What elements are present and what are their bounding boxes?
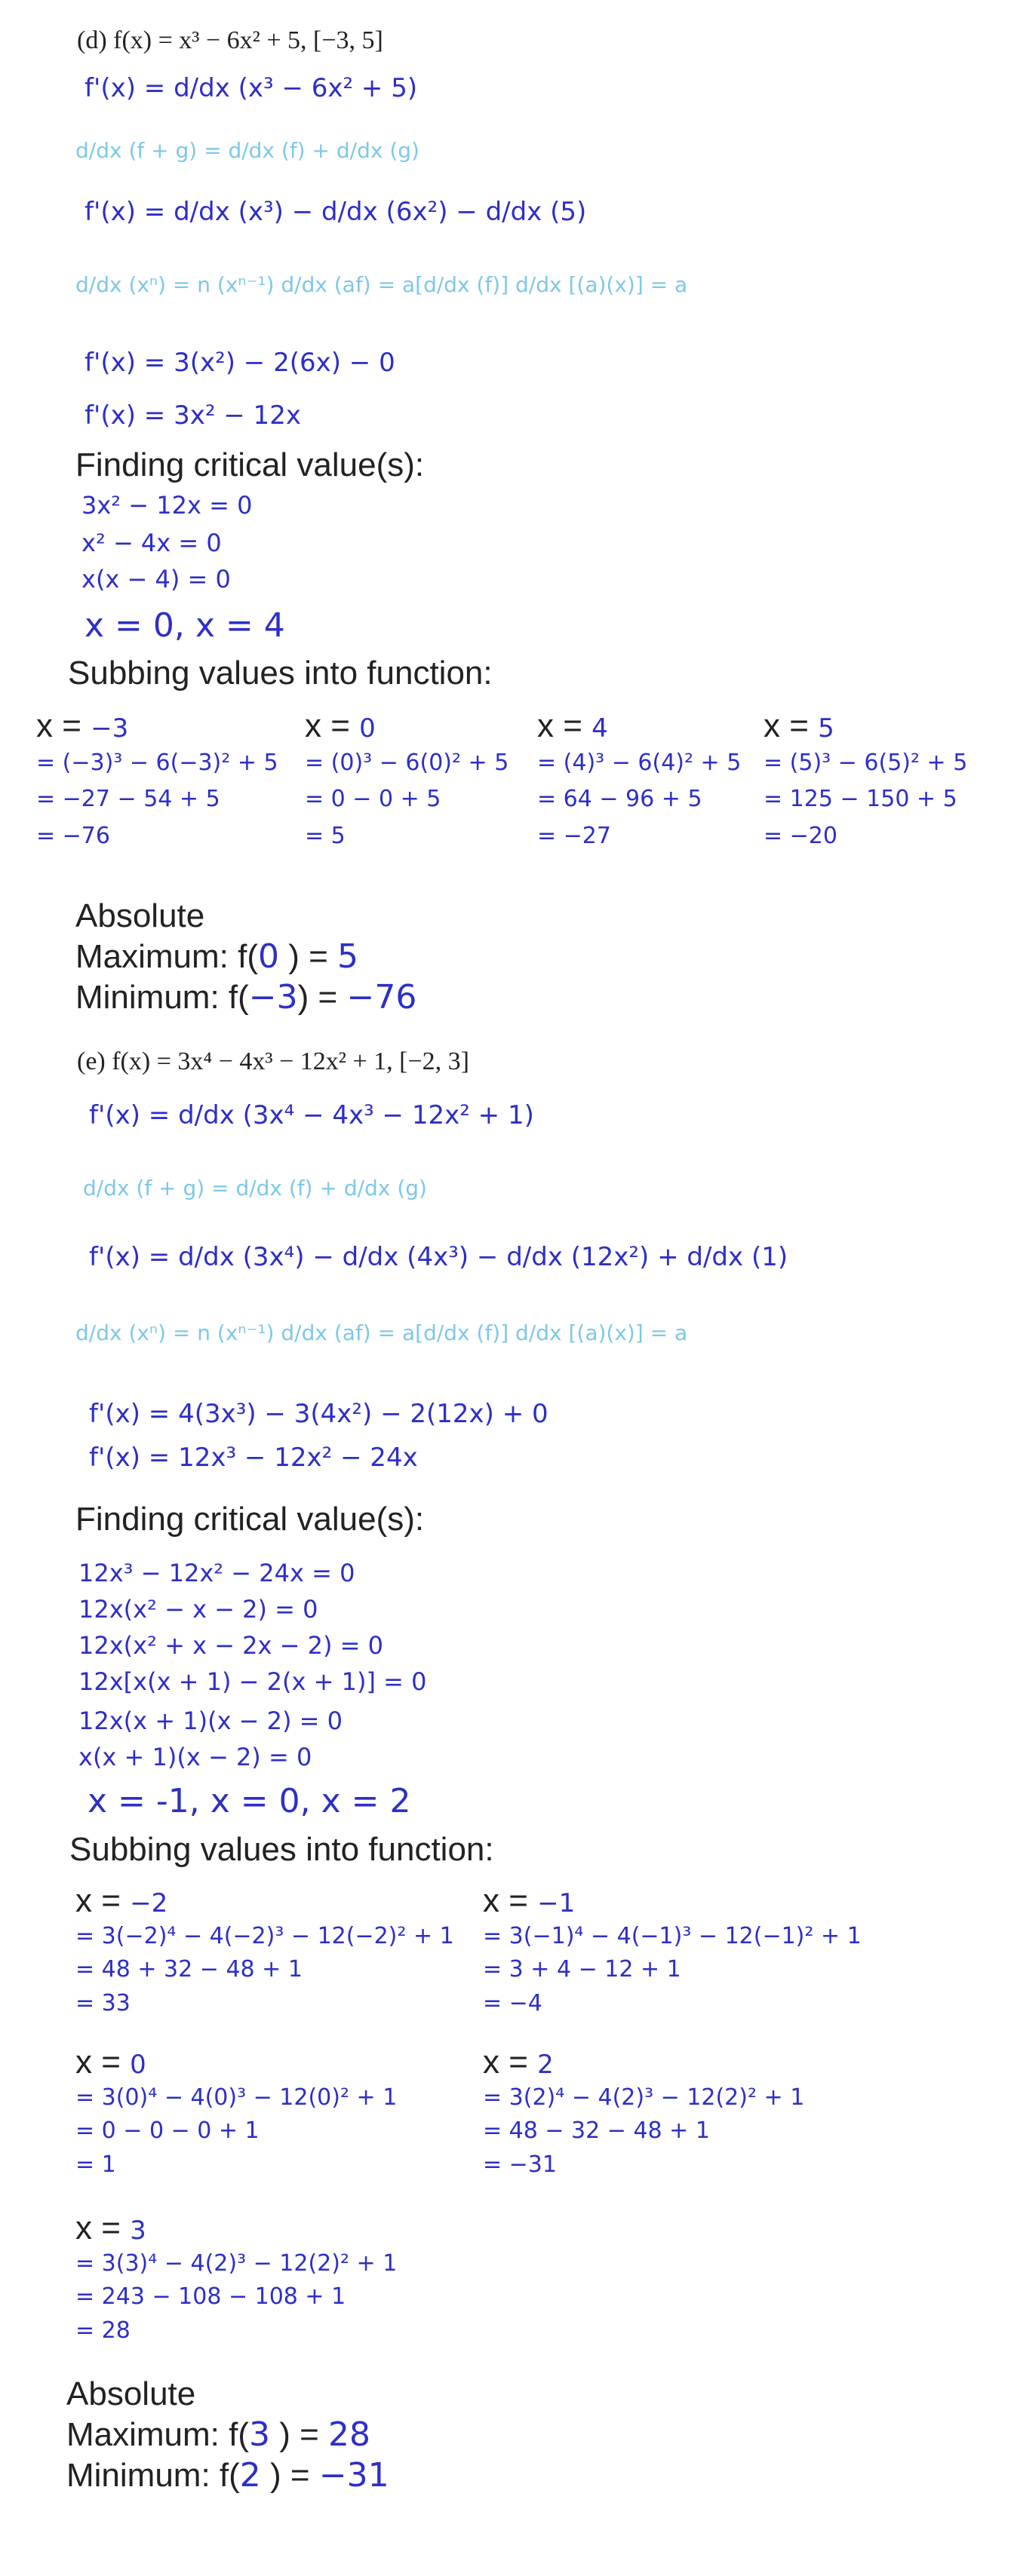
e-critical-step-1: 12x³ − 12x² − 24x = 0 [78, 1559, 355, 1587]
e-sub-block-5: x = 3 = 3(3)⁴ − 4(2)³ − 12(2)² + 1 = 243 − 108 − 108 + 1 = 28 [75, 2210, 398, 2344]
e-absolute-minimum: Minimum: f(2 ) = −31 [66, 2456, 389, 2495]
d-sub-column-2: x = 0 = (0)³ − 6(0)² + 5 = 0 − 0 + 5 = 5 [305, 707, 509, 849]
e-sub-block-1: x = −2 = 3(−2)⁴ − 4(−2)³ − 12(−2)² + 1 = 48 + 32 − 48 + 1 = 33 [75, 1882, 454, 2016]
e-sum-rule-note: d/dx (f + g) = d/dx (f) + d/dx (g) [83, 1176, 427, 1201]
d-absolute-minimum: Minimum: f(−3) = −76 [75, 978, 417, 1017]
e-absolute-label: Absolute [66, 2375, 196, 2412]
e-critical-step-6: x(x + 1)(x − 2) = 0 [78, 1743, 312, 1771]
d-derivative-step-2: f'(x) = d/dx (x³) − d/dx (6x²) − d/dx (5) [84, 197, 587, 227]
d-power-rule-note: d/dx (xⁿ) = n (xⁿ⁻¹) d/dx (af) = a[d/dx (f)] d/dx [(a)(x)] = a [75, 272, 688, 297]
e-critical-step-5: 12x(x + 1)(x − 2) = 0 [78, 1707, 343, 1735]
e-sub-block-3: x = 0 = 3(0)⁴ − 4(0)³ − 12(0)² + 1 = 0 − 0 − 0 + 1 = 1 [75, 2044, 398, 2178]
d-derivative-result: f'(x) = 3x² − 12x [84, 400, 301, 431]
e-critical-step-4: 12x[x(x + 1) − 2(x + 1)] = 0 [78, 1667, 427, 1696]
e-critical-heading: Finding critical value(s): [75, 1501, 425, 1538]
d-sub-column-3: x = 4 = (4)³ − 6(4)² + 5 = 64 − 96 + 5 = −27 [537, 707, 742, 849]
d-critical-step-3: x(x − 4) = 0 [81, 565, 231, 593]
e-sub-block-2: x = −1 = 3(−1)⁴ − 4(−1)³ − 12(−1)² + 1 = 3 + 4 − 12 + 1 = −4 [483, 1882, 862, 2016]
e-sub-block-4: x = 2 = 3(2)⁴ − 4(2)³ − 12(2)² + 1 = 48 − 32 − 48 + 1 = −31 [483, 2044, 805, 2178]
d-sub-column-4: x = 5 = (5)³ − 6(5)² + 5 = 125 − 150 + 5 = −20 [764, 707, 968, 849]
e-critical-values: x = -1, x = 0, x = 2 [88, 1782, 411, 1820]
d-subbing-heading: Subbing values into function: [68, 655, 493, 692]
e-power-rule-note: d/dx (xⁿ) = n (xⁿ⁻¹) d/dx (af) = a[d/dx (f)] d/dx [(a)(x)] = a [75, 1320, 688, 1345]
d-sub-column-1: x = −3 = (−3)³ − 6(−3)² + 5 = −27 − 54 + 5 = −76 [36, 707, 278, 849]
d-absolute-maximum: Maximum: f(0 ) = 5 [75, 937, 359, 976]
e-absolute-maximum: Maximum: f(3 ) = 28 [66, 2415, 371, 2454]
e-derivative-result: f'(x) = 12x³ − 12x² − 24x [89, 1443, 418, 1473]
d-critical-step-2: x² − 4x = 0 [81, 529, 222, 557]
d-critical-heading: Finding critical value(s): [75, 446, 425, 483]
e-derivative-step-3: f'(x) = 4(3x³) − 3(4x²) − 2(12x) + 0 [89, 1399, 548, 1429]
problem-e-statement: (e) f(x) = 3x⁴ − 4x³ − 12x² + 1, [−2, 3] [77, 1047, 469, 1075]
e-derivative-step-1: f'(x) = d/dx (3x⁴ − 4x³ − 12x² + 1) [89, 1100, 534, 1130]
d-derivative-step-3: f'(x) = 3(x²) − 2(6x) − 0 [84, 348, 395, 378]
e-derivative-step-2: f'(x) = d/dx (3x⁴) − d/dx (4x³) − d/dx (12x²) + d/dx (1) [89, 1242, 788, 1272]
e-subbing-heading: Subbing values into function: [69, 1831, 494, 1868]
d-derivative-step-1: f'(x) = d/dx (x³ − 6x² + 5) [84, 73, 418, 103]
e-critical-step-2: 12x(x² − x − 2) = 0 [78, 1595, 318, 1624]
d-absolute-label: Absolute [75, 897, 205, 934]
e-critical-step-3: 12x(x² + x − 2x − 2) = 0 [78, 1631, 383, 1660]
d-critical-values: x = 0, x = 4 [84, 606, 285, 645]
d-sum-rule-note: d/dx (f + g) = d/dx (f) + d/dx (g) [75, 138, 419, 163]
problem-d-statement: (d) f(x) = x³ − 6x² + 5, [−3, 5] [77, 26, 383, 54]
d-critical-step-1: 3x² − 12x = 0 [81, 491, 253, 520]
